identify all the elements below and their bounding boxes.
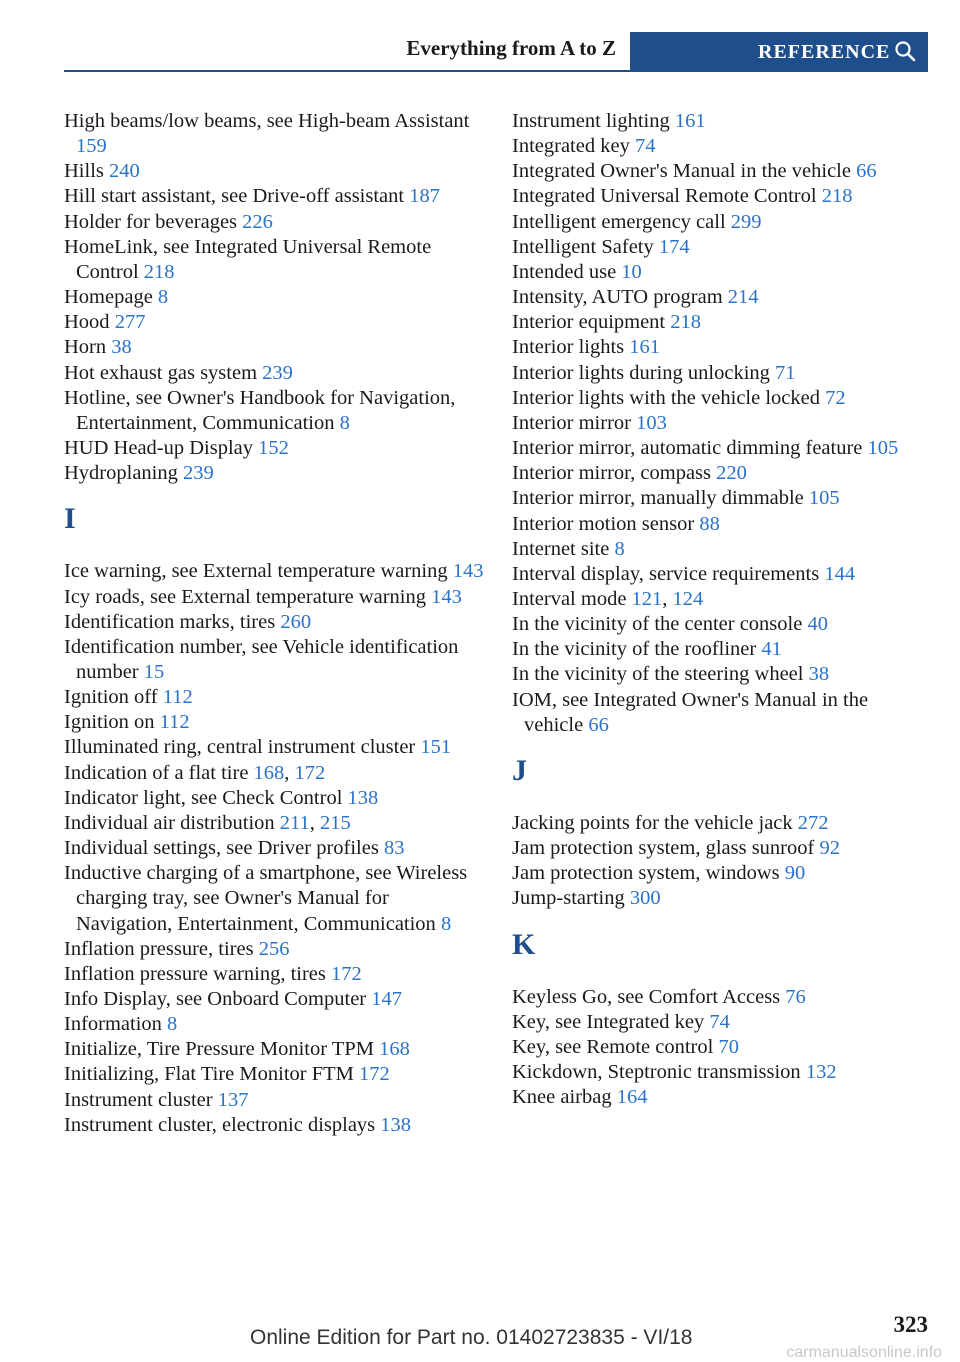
index-entry	[512, 861, 932, 886]
page-reference-link[interactable]: 10	[621, 260, 642, 283]
page-reference-link[interactable]: 144	[824, 562, 856, 585]
index-entry	[64, 559, 486, 584]
page-reference-link[interactable]: 83	[383, 837, 405, 860]
page-reference-link[interactable]: 226	[242, 210, 273, 233]
watermark: carmanualsonline.info	[786, 1344, 942, 1361]
index-entry-term: Internet site	[512, 537, 610, 560]
index-entry	[64, 836, 486, 861]
index-entry	[64, 1037, 486, 1062]
page-reference-link[interactable]: 105	[808, 487, 840, 510]
page-reference-link[interactable]: 112	[162, 686, 193, 709]
index-entry-term: Hydroplaning	[64, 462, 178, 485]
header-rule	[64, 70, 928, 72]
page-reference-link[interactable]: 105	[867, 437, 899, 460]
page-reference-link[interactable]: 239	[262, 361, 293, 384]
page-reference-link[interactable]: 74	[634, 135, 656, 158]
index-entry	[64, 386, 486, 436]
index-entry	[512, 109, 932, 134]
page-reference-link[interactable]: 137	[217, 1088, 249, 1111]
index-entry-term: Integrated Universal Remote Control	[512, 185, 817, 208]
index-entry-term: Ignition on	[64, 711, 155, 734]
index-entry-term: Inductive charging of a smartphone, see Wireless charging tray, see Owner's Manual for Navigation, Entertainment, Communication	[64, 862, 468, 935]
index-entry-term: Information	[64, 1013, 162, 1036]
index-entry-term: Keyless Go, see Comfort Access	[512, 985, 781, 1008]
page-reference-link[interactable]: 152	[258, 437, 289, 460]
page-reference-link[interactable]: 38	[808, 663, 830, 686]
index-entry	[512, 361, 932, 386]
index-entry	[512, 1085, 932, 1110]
page-reference-link[interactable]: 8	[614, 537, 625, 560]
page-reference-link[interactable]: 168	[253, 761, 285, 784]
index-entry	[512, 537, 932, 562]
page-reference-link[interactable]: 72	[825, 386, 846, 409]
index-entry-term: Instrument lighting	[512, 110, 670, 132]
page-reference-link[interactable]: 214	[727, 286, 759, 309]
index-entry-term: Hood	[64, 311, 110, 334]
index-entry-term: Jam protection system, windows	[512, 862, 780, 885]
index-entry	[64, 1062, 486, 1087]
index-entry	[512, 486, 932, 511]
index-entry-term: Kickdown, Steptronic transmission	[512, 1061, 801, 1083]
page-reference-link[interactable]: 260	[280, 610, 312, 633]
index-entry	[64, 1012, 486, 1037]
page-reference-link[interactable]: 138	[347, 786, 379, 809]
index-entry-term: Interior mirror	[512, 411, 631, 434]
index-entry-term: Identification marks, tires	[64, 610, 276, 633]
page-reference-link[interactable]: 40	[807, 613, 828, 636]
reference-tab[interactable]	[630, 32, 928, 72]
index-entry-term: Icy roads, see External temperature warning	[64, 585, 427, 608]
index-entry	[512, 985, 932, 1010]
index-entry-term: Jump-starting	[512, 887, 625, 910]
index-entry-term: Intended use	[512, 260, 617, 283]
index-entry	[64, 461, 486, 486]
index-entry	[512, 1035, 932, 1060]
index-entry	[512, 260, 932, 285]
index-entry-term: Instrument cluster	[64, 1088, 213, 1111]
index-entry	[512, 134, 932, 159]
page-reference-link[interactable]: 132	[805, 1061, 837, 1083]
index-entry	[512, 886, 932, 911]
index-entry-term: Interior lights with the vehicle locked	[512, 386, 820, 409]
page-reference-link[interactable]: 66	[856, 160, 877, 183]
index-entry-term: Hills	[64, 160, 104, 183]
index-entry	[512, 386, 932, 411]
page-reference-link[interactable]: 159	[76, 135, 107, 158]
page-reference-link[interactable]: 112	[159, 711, 190, 734]
index-entry-term: Jacking points for the vehicle jack	[512, 811, 793, 834]
page-reference-link[interactable]: 103	[636, 411, 667, 434]
page-reference-link[interactable]: 218	[670, 311, 702, 334]
index-entry-term: Interior mirror, manually dimmable	[512, 487, 804, 510]
page-reference-link[interactable]: 143	[452, 560, 484, 583]
page-reference-link[interactable]: 164	[616, 1086, 648, 1109]
index-entry	[64, 585, 486, 610]
index-entry	[64, 335, 486, 360]
page-reference-link[interactable]: 38	[111, 336, 132, 359]
index-entry	[64, 310, 486, 335]
index-entry-term: Hot exhaust gas system	[64, 361, 258, 384]
index-entry	[512, 688, 932, 738]
index-entry	[512, 285, 932, 310]
index-entry	[64, 861, 486, 936]
index-entry-term: Illuminated ring, central instrument cluster	[64, 736, 416, 759]
index-letter-heading: K	[512, 927, 536, 961]
page-reference-link[interactable]: 240	[109, 160, 140, 183]
index-entry-term: Interior motion sensor	[512, 512, 695, 535]
index-entry-term: Identification number, see Vehicle identification number	[64, 635, 459, 683]
index-entry-term: Key, see Integrated key	[512, 1010, 705, 1033]
index-entry-term: Knee airbag	[512, 1086, 612, 1109]
search-icon[interactable]	[894, 40, 916, 62]
page-reference-link[interactable]: 8	[440, 912, 452, 935]
index-entry-term: Homepage	[64, 286, 153, 309]
index-entry-term: In the vicinity of the roofliner	[512, 638, 757, 661]
index-entry-term: Intensity, AUTO program	[512, 286, 723, 309]
index-entry	[64, 735, 486, 760]
page-reference-link[interactable]: 74	[709, 1010, 730, 1033]
index-entry-term: Indicator light, see Check Control	[64, 786, 343, 809]
page-reference-link[interactable]: 256	[258, 937, 290, 960]
page-reference-link[interactable]: 90	[784, 862, 806, 885]
page-reference-link[interactable]: 88	[699, 512, 720, 535]
index-entry-term: High beams/low beams, see High-beam Assistant	[64, 110, 470, 132]
page-reference-link[interactable]: 172	[331, 962, 362, 985]
index-entry-term: HUD Head-up Display	[64, 437, 254, 460]
index-entry	[64, 1113, 486, 1138]
index-entry	[64, 361, 486, 386]
index-entry	[64, 786, 486, 811]
page-reference-link[interactable]: 92	[819, 837, 840, 860]
index-entry-term: Ice warning, see External temperature warning	[64, 560, 448, 583]
page-reference-link[interactable]: 121	[631, 587, 663, 610]
index-entry-term: Ignition off	[64, 686, 158, 709]
index-entry	[512, 637, 932, 662]
index-entry-term: HomeLink, see Integrated Universal Remote Control	[64, 235, 432, 283]
index-entry	[512, 184, 932, 209]
page-reference-link[interactable]: 8	[157, 286, 169, 309]
page-reference-link[interactable]: 299	[730, 210, 762, 233]
index-entry	[512, 512, 932, 537]
index-entry: Indication of a flat tire 168, 172	[64, 761, 326, 784]
index-entry-term: Hill start assistant, see Drive-off assistant	[64, 185, 405, 208]
index-entry	[64, 710, 486, 735]
index-entry: Interval mode 121, 124	[512, 587, 704, 610]
page-reference-link[interactable]: 147	[371, 988, 402, 1010]
index-entry-term: Inflation pressure, tires	[64, 937, 254, 960]
page-reference-link[interactable]: 41	[761, 638, 782, 661]
index-entry	[64, 610, 486, 635]
page-reference-link[interactable]: 8	[339, 411, 350, 434]
index-entry-term: Individual air distribution	[64, 811, 275, 834]
index-entry	[64, 210, 486, 235]
index-entry	[512, 461, 932, 486]
page-header	[64, 32, 928, 72]
page-reference-link[interactable]: 138	[380, 1113, 412, 1136]
page-reference-link[interactable]: 218	[821, 185, 853, 208]
page-reference-link[interactable]: 215	[320, 811, 351, 834]
page-reference-link[interactable]: 239	[183, 462, 214, 485]
index-entry-term: Interior lights during unlocking	[512, 361, 770, 384]
index-entry	[64, 285, 486, 310]
index-entry	[64, 685, 486, 710]
edition-footer: Online Edition for Part no. 01402723835 - VI/18	[250, 1326, 693, 1349]
index-entry	[512, 335, 932, 360]
index-entry-term: Integrated key	[512, 135, 630, 158]
index-entry-term: Initializing, Flat Tire Monitor FTM	[64, 1063, 354, 1086]
index-entry-term: Interval display, service requirements	[512, 562, 820, 585]
index-entry-term: Initialize, Tire Pressure Monitor TPM	[64, 1038, 374, 1061]
index-entry-term: Interior lights	[512, 336, 625, 359]
index-entry	[512, 159, 932, 184]
index-entry-term: Info Display, see Onboard Computer	[64, 988, 367, 1010]
page-reference-link[interactable]: 272	[797, 811, 829, 834]
index-entry-term: Holder for beverages	[64, 210, 238, 233]
section-title: Everything from A to Z	[406, 36, 616, 60]
index-entry	[512, 210, 932, 235]
index-entry	[512, 612, 932, 637]
index-entry-term: In the vicinity of the center console	[512, 613, 803, 636]
page-reference-link[interactable]: 220	[716, 462, 747, 485]
page-reference-link[interactable]: 218	[143, 260, 175, 283]
index-entry-term: Instrument cluster, electronic displays	[64, 1113, 376, 1136]
page-reference-link[interactable]: 8	[167, 1013, 178, 1036]
page-reference-link[interactable]: 172	[294, 761, 326, 784]
index-entry	[512, 310, 932, 335]
index-entry	[64, 159, 486, 184]
page-reference-link[interactable]: 151	[420, 736, 452, 759]
index-entry	[512, 1010, 932, 1035]
index-entry-term: Hotline, see Owner's Handbook for Navigation, Entertainment, Communication	[64, 386, 456, 434]
index-entry	[64, 937, 486, 962]
index-entry-term: Intelligent emergency call	[512, 210, 726, 233]
index-letter-heading: J	[512, 753, 527, 787]
page-reference-link[interactable]: 124	[672, 587, 704, 610]
index-entry-term: Key, see Remote control	[512, 1035, 714, 1058]
index-entry	[64, 184, 486, 209]
index-entry-term: Intelligent Safety	[512, 235, 654, 258]
index-entry	[64, 109, 486, 159]
page-reference-link[interactable]: 161	[674, 110, 706, 132]
index-entry-term: In the vicinity of the steering wheel	[512, 663, 804, 686]
index-entry-term: Integrated Owner's Manual in the vehicle	[512, 160, 851, 183]
index-entry	[64, 987, 486, 1012]
index-entry-term: IOM, see Integrated Owner's Manual in the vehicle	[512, 688, 869, 736]
page-reference-link[interactable]: 187	[409, 185, 440, 208]
index-entry	[64, 1088, 486, 1113]
index-entry-term: Interior equipment	[512, 311, 666, 334]
index-entry	[512, 836, 932, 861]
page-reference-link[interactable]: 143	[431, 585, 462, 608]
page-reference-link[interactable]: 15	[143, 660, 165, 683]
index-entry	[512, 235, 932, 260]
page-reference-link[interactable]: 172	[359, 1063, 390, 1086]
index-entry-term: Jam protection system, glass sunroof	[512, 837, 815, 860]
index-entry	[64, 436, 486, 461]
page-reference-link[interactable]: 76	[785, 985, 806, 1008]
index-entry	[512, 411, 932, 436]
page-reference-link[interactable]: 168	[379, 1038, 410, 1061]
index-entry	[64, 962, 486, 987]
index-entry-term: Individual settings, see Driver profiles	[64, 837, 379, 860]
page-reference-link[interactable]: 211	[279, 811, 310, 834]
index-entry	[64, 235, 486, 285]
page-reference-link[interactable]: 300	[629, 887, 661, 910]
index-entry-term: Interior mirror, compass	[512, 462, 711, 485]
index-entry-term: Inflation pressure warning, tires	[64, 962, 326, 985]
index-entry	[512, 562, 932, 587]
page-reference-link[interactable]: 71	[775, 361, 796, 384]
reference-label: REFERENCE	[758, 41, 891, 63]
index-entry-term: Indication of a flat tire	[64, 761, 249, 784]
index-entry	[512, 436, 932, 461]
index-entry: Individual air distribution 211, 215	[64, 811, 351, 834]
index-entry-term: Interval mode	[512, 587, 627, 610]
index-entry-term: Horn	[64, 336, 107, 359]
page-reference-link[interactable]: 66	[588, 713, 609, 736]
page-reference-link[interactable]: 161	[629, 336, 661, 359]
index-entry	[512, 662, 932, 687]
index-entry	[64, 635, 486, 685]
index-entry-term: Interior mirror, automatic dimming feature	[512, 437, 863, 460]
index-entry	[512, 1060, 932, 1085]
index-column-left	[64, 109, 486, 1138]
index-entry	[512, 811, 932, 836]
page-reference-link[interactable]: 277	[114, 311, 146, 334]
page-number: 323	[893, 1312, 928, 1337]
page-reference-link[interactable]: 70	[718, 1035, 739, 1058]
index-column-right	[512, 109, 932, 1110]
index-letter-heading: I	[64, 502, 76, 536]
page-reference-link[interactable]: 174	[658, 235, 690, 258]
